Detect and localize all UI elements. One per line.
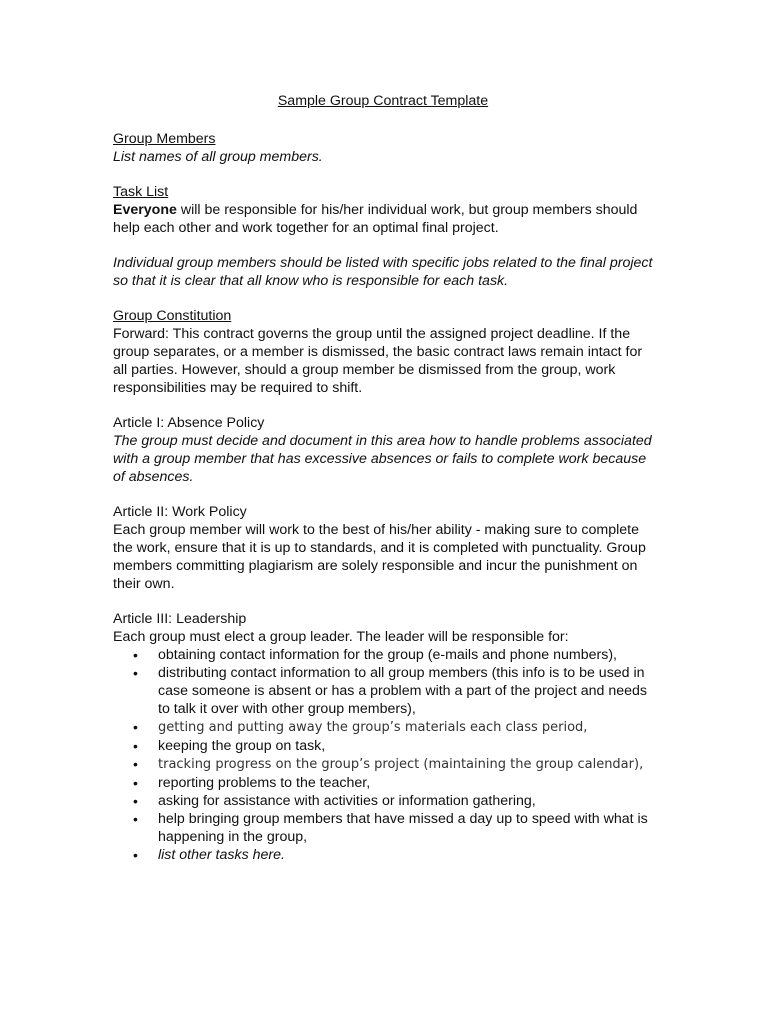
article3-section <box>113 610 653 864</box>
list-item <box>113 755 653 774</box>
list-item-text: getting and putting away the group’s materials each class period, <box>158 720 588 735</box>
list-item-text: tracking progress on the group’s project (maintaining the group calendar), <box>158 757 644 772</box>
bullet-icon: • <box>133 738 138 754</box>
task-list-bold-word: Everyone <box>113 202 177 218</box>
bullet-icon: • <box>133 793 138 809</box>
list-item <box>113 774 653 792</box>
list-item <box>113 737 653 755</box>
document-page <box>113 92 653 881</box>
list-item <box>113 718 653 737</box>
bullet-icon: • <box>133 775 138 791</box>
group-members-text: List names of all group members. <box>113 149 323 165</box>
constitution-heading: Group Constitution <box>113 308 232 324</box>
article1-section <box>113 414 653 486</box>
list-item-text: reporting problems to the teacher, <box>158 775 371 791</box>
list-item <box>113 810 653 846</box>
list-item <box>113 792 653 810</box>
article2-text: Each group member will work to the best of his/her ability - making sure to complete the work, ensure that it is up to standards, and it is completed with punctuality. Group members committing plagiarism are solely responsible and incur the punishment on their own. <box>113 522 646 592</box>
constitution-section <box>113 307 653 397</box>
constitution-text: Forward: This contract governs the group until the assigned project deadline. If the group separates, or a member is dismissed, the basic contract laws remain intact for all parties. However, should a group member be dismissed from the group, work responsibilities may be required to shift. <box>113 326 643 396</box>
article2-heading: Article II: Work Policy <box>113 504 247 520</box>
bullet-icon: • <box>133 665 138 681</box>
list-item <box>113 646 653 664</box>
list-item-text: keeping the group on task, <box>158 738 326 754</box>
bullet-icon: • <box>133 719 138 735</box>
article1-heading: Article I: Absence Policy <box>113 415 265 431</box>
bullet-icon: • <box>133 811 138 827</box>
list-item-text: asking for assistance with activities or information gathering, <box>158 793 536 809</box>
leader-responsibilities-list <box>113 646 653 864</box>
task-list-heading: Task List <box>113 184 169 200</box>
bullet-icon: • <box>133 847 138 863</box>
article3-heading: Article III: Leadership <box>113 611 247 627</box>
article1-text: The group must decide and document in this area how to handle problems associated with a group member that has excessive absences or fails to complete work because of absences. <box>113 433 652 485</box>
bullet-icon: • <box>133 647 138 663</box>
group-members-section <box>113 130 653 166</box>
list-item-text: obtaining contact information for the group (e-mails and phone numbers), <box>158 647 617 663</box>
task-list-italic-note: Individual group members should be listed with specific jobs related to the final project so that it is clear that all know who is responsible for each task. <box>113 255 653 289</box>
group-members-heading: Group Members <box>113 131 216 147</box>
task-list-body: will be responsible for his/her individual work, but group members should help each other and work together for an optimal final project. <box>113 202 638 236</box>
list-item-text: list other tasks here. <box>158 847 285 863</box>
article3-text: Each group must elect a group leader. The leader will be responsible for: <box>113 629 569 645</box>
article2-section <box>113 503 653 593</box>
task-list-note-section <box>113 254 653 290</box>
bullet-icon: • <box>133 756 138 772</box>
task-list-text <box>113 201 653 237</box>
list-item <box>113 846 653 864</box>
document-title: Sample Group Contract Template <box>277 93 489 109</box>
list-item-text: help bringing group members that have missed a day up to speed with what is happening in the group, <box>158 811 648 845</box>
list-item-text: distributing contact information to all group members (this info is to be used in case someone is absent or has a problem with a part of the project and needs to talk it over with other group members), <box>158 665 647 717</box>
task-list-section <box>113 183 653 237</box>
list-item <box>113 664 653 718</box>
